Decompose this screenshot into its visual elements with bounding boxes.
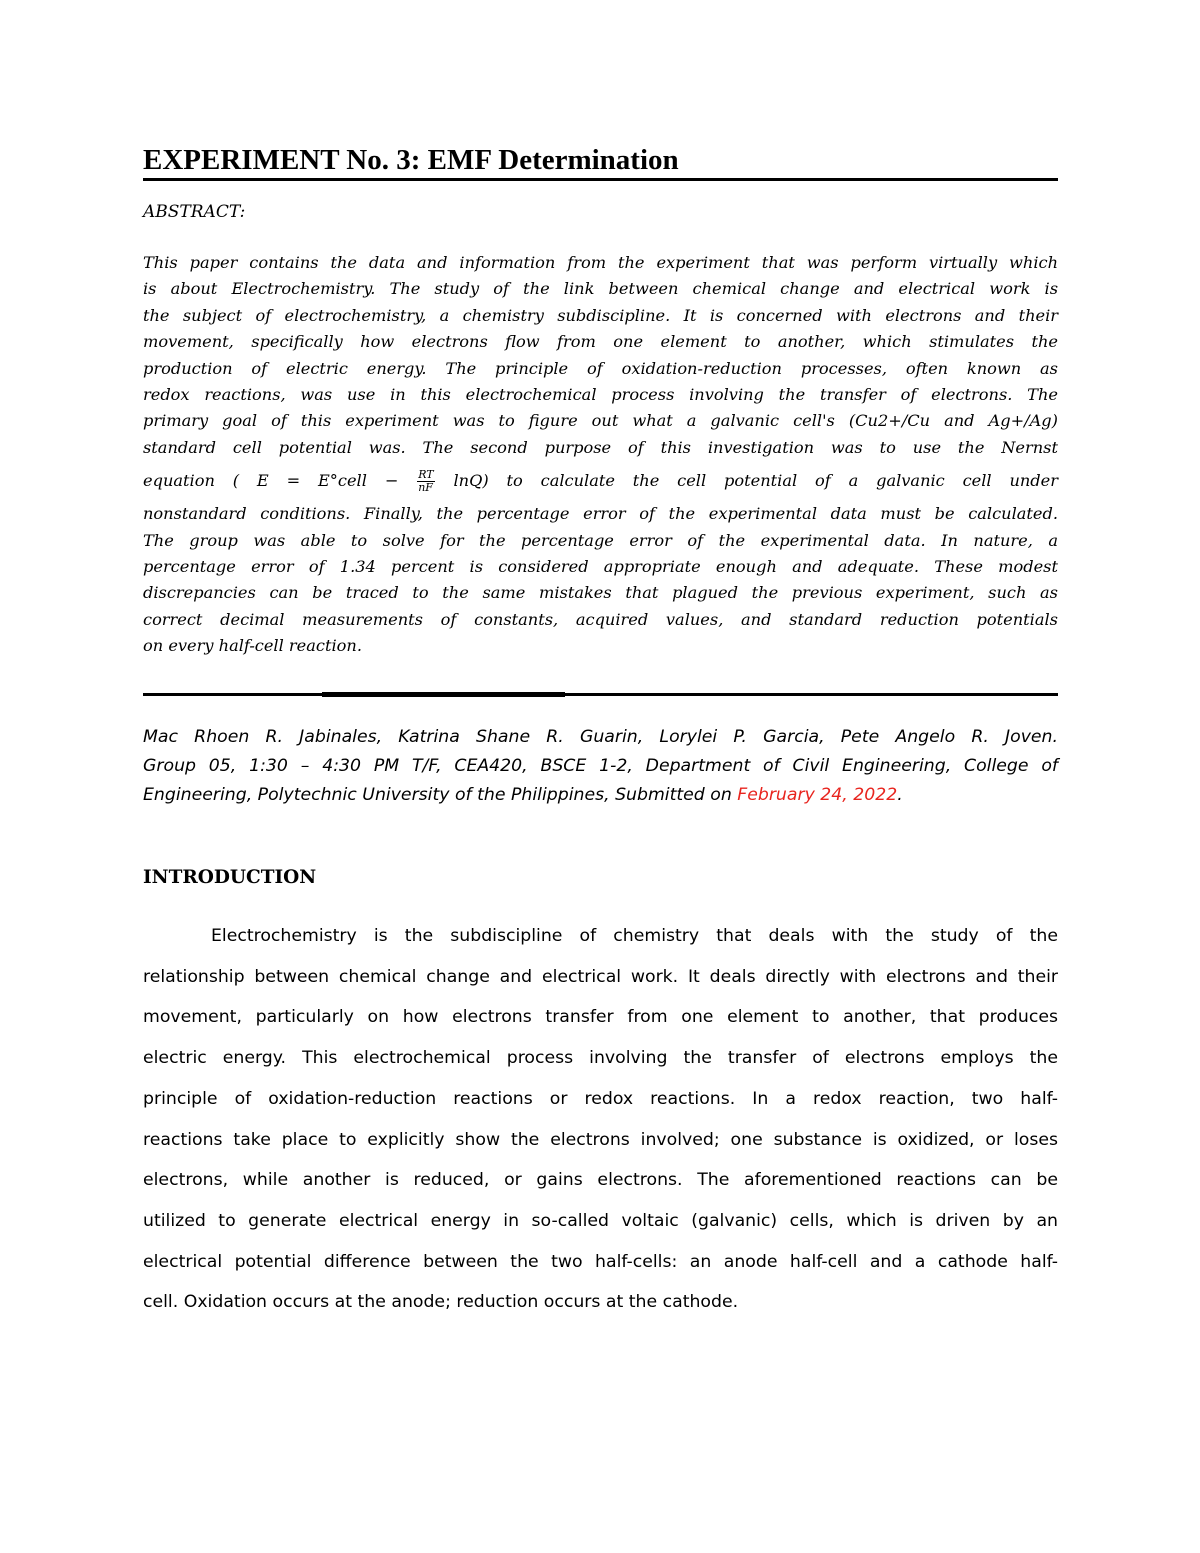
intro-line: electrons, while another is reduced, or gains electrons. The aforementioned reactions can be bbox=[143, 1170, 1058, 1191]
intro-line: electrical potential difference between the two half-cells: an anode half-cell and a cathode half- bbox=[143, 1251, 1058, 1272]
introduction-text bbox=[143, 916, 1058, 1323]
abstract-label: ABSTRACT: bbox=[143, 202, 246, 222]
intro-line: cell. Oxidation occurs at the anode; reduction occurs at the cathode. bbox=[143, 1292, 739, 1313]
equation-lhs: E = E°cell − bbox=[256, 471, 399, 491]
author-line: Group 05, 1:30 – 4:30 PM T/F, CEA420, BSCE 1-2, Department of Civil Engineering, College of bbox=[143, 756, 1058, 776]
abstract-line: primary goal of this experiment was to figure out what a galvanic cell's (Cu2+/Cu and Ag+/Ag) bbox=[143, 411, 1058, 431]
abstract-line: discrepancies can be traced to the same mistakes that plagued the previous experiment, such as bbox=[143, 583, 1058, 603]
intro-line: Electrochemistry is the subdiscipline of chemistry that deals with the study of the bbox=[211, 926, 1058, 946]
equation-suffix: to calculate the cell potential of a galvanic cell under bbox=[506, 471, 1058, 491]
document-title: EXPERIMENT No. 3: EMF Determination bbox=[143, 144, 679, 176]
nernst-equation-line bbox=[143, 461, 1058, 501]
author-block bbox=[143, 723, 1058, 810]
intro-line: relationship between chemical change and electrical work. It deals directly with electrons and their bbox=[143, 966, 1058, 987]
author-line bbox=[143, 781, 1058, 810]
abstract-line: production of electric energy. The principle of oxidation-reduction processes, often known as bbox=[143, 358, 1058, 378]
author-affiliation: Engineering, Polytechnic University of the Philippines, Submitted on bbox=[143, 785, 732, 805]
author-line: Mac Rhoen R. Jabinales, Katrina Shane R. Guarin, Lorylei P. Garcia, Pete Angelo R. Joven. bbox=[143, 727, 1058, 747]
abstract-line: nonstandard conditions. Finally, the percentage error of the experimental data must be calculated. bbox=[143, 504, 1058, 524]
abstract-line: The group was able to solve for the percentage error of the experimental data. In nature, a bbox=[143, 530, 1058, 550]
intro-line: principle of oxidation-reduction reactions or redox reactions. In a redox reaction, two half- bbox=[143, 1088, 1058, 1109]
intro-line: reactions take place to explicitly show the electrons involved; one substance is oxidized, or loses bbox=[143, 1129, 1058, 1150]
abstract-line: correct decimal measurements of constants, acquired values, and standard reduction potentials bbox=[143, 609, 1058, 629]
section-divider-accent bbox=[322, 692, 565, 697]
title-underline bbox=[143, 178, 1058, 181]
intro-line: movement, particularly on how electrons transfer from one element to another, that produces bbox=[143, 1007, 1058, 1028]
abstract-line: percentage error of 1.34 percent is considered appropriate enough and adequate. These modest bbox=[143, 557, 1058, 577]
equation-rhs: lnQ) bbox=[453, 471, 489, 491]
abstract-line: is about Electrochemistry. The study of the link between chemical change and electrical work is bbox=[143, 279, 1058, 299]
author-line-end: . bbox=[897, 785, 903, 805]
equation-prefix: equation ( bbox=[143, 471, 240, 491]
equation-fraction bbox=[417, 469, 434, 494]
abstract-line: This paper contains the data and information from the experiment that was perform virtually which bbox=[143, 253, 1058, 272]
intro-line: utilized to generate electrical energy in so-called voltaic (galvanic) cells, which is driven by an bbox=[143, 1210, 1058, 1231]
abstract-line: the subject of electrochemistry, a chemistry subdiscipline. It is concerned with electrons and their bbox=[143, 305, 1058, 325]
abstract-line: standard cell potential was. The second purpose of this investigation was to use the Nernst bbox=[143, 437, 1058, 457]
fraction-numerator: RT bbox=[418, 468, 434, 482]
abstract-line: movement, specifically how electrons flow from one element to another, which stimulates the bbox=[143, 332, 1058, 352]
abstract-line: redox reactions, was use in this electrochemical process involving the transfer of electrons. The bbox=[143, 385, 1058, 405]
submission-date: February 24, 2022 bbox=[737, 785, 898, 805]
abstract-text bbox=[143, 250, 1058, 660]
intro-line: electric energy. This electrochemical process involving the transfer of electrons employs the bbox=[143, 1048, 1058, 1069]
fraction-denominator: nF bbox=[418, 481, 433, 495]
section-divider bbox=[143, 693, 1058, 696]
abstract-line: on every half-cell reaction. bbox=[143, 636, 362, 656]
introduction-heading: INTRODUCTION bbox=[143, 867, 317, 888]
